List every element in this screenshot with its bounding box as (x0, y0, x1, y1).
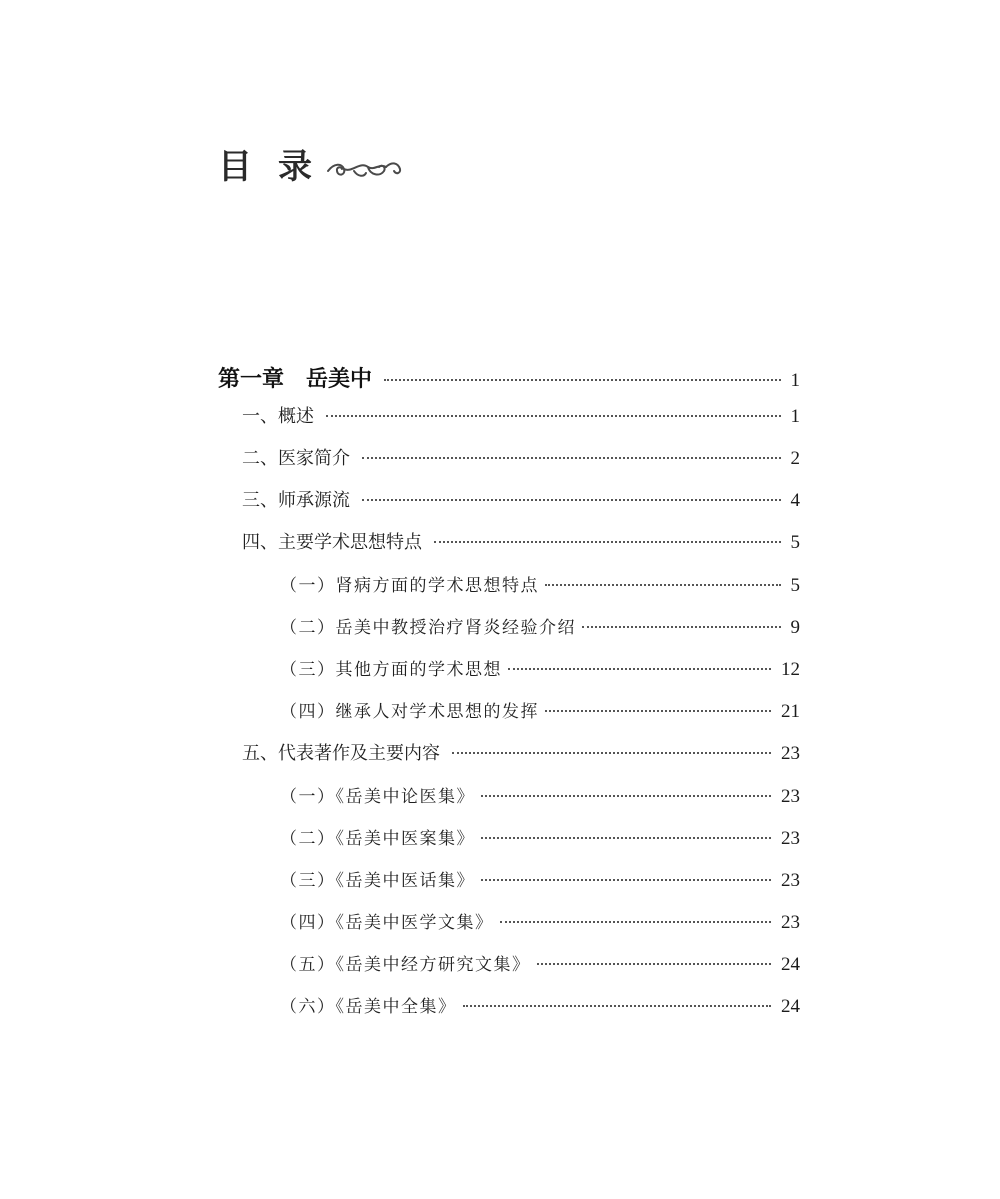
toc-entry-subsection[interactable] (280, 824, 800, 854)
toc-entry-subsection[interactable] (280, 613, 800, 643)
toc-entry-chapter-1[interactable] (218, 362, 800, 392)
toc-entry-label: 一、概述 (242, 406, 314, 427)
dot-leader (481, 879, 771, 881)
toc-entry-subsection[interactable] (280, 571, 800, 601)
toc-entry-subsection[interactable] (280, 697, 800, 727)
toc-entry-section[interactable] (242, 444, 800, 474)
toc-entry-subsection[interactable] (280, 950, 800, 980)
toc-entry-section[interactable] (242, 402, 800, 432)
dot-leader (537, 963, 772, 965)
dot-leader (545, 584, 781, 586)
toc-entry-label: （五）《岳美中经方研究文集》 (280, 955, 531, 975)
toc-entry-label: （六）《岳美中全集》 (280, 997, 457, 1017)
toc-entry-page: 21 (781, 701, 800, 722)
toc-entry-subsection[interactable] (280, 992, 800, 1022)
dot-leader (434, 541, 781, 543)
dot-leader (545, 710, 771, 712)
toc-entry-page: 23 (781, 912, 800, 933)
toc-entry-page: 24 (781, 954, 800, 975)
dot-leader (362, 499, 781, 501)
toc-entry-page: 5 (790, 532, 800, 553)
toc-entry-section[interactable] (242, 739, 800, 769)
dot-leader (463, 1005, 772, 1007)
toc-entry-label: 第一章 岳美中 (218, 367, 373, 392)
toc-entry-label: （四）继承人对学术思想的发挥 (280, 702, 539, 722)
toc-entry-subsection[interactable] (280, 908, 800, 938)
dot-leader (500, 921, 772, 923)
toc-entry-page: 23 (781, 828, 800, 849)
dot-leader (508, 668, 771, 670)
toc-entry-label: （一）肾病方面的学术思想特点 (280, 576, 539, 596)
toc-entry-section[interactable] (242, 528, 800, 558)
toc-entry-page: 23 (781, 743, 800, 764)
toc-entry-page: 24 (781, 996, 800, 1017)
toc-entry-subsection[interactable] (280, 866, 800, 896)
toc-entry-page: 4 (790, 490, 800, 511)
toc-entry-label: （二）岳美中教授治疗肾炎经验介绍 (280, 618, 576, 638)
page-title: 目录 (218, 147, 338, 187)
toc-entry-label: （一）《岳美中论医集》 (280, 787, 475, 807)
toc-entry-page: 1 (790, 370, 800, 391)
dot-leader (362, 457, 781, 459)
dot-leader (452, 752, 771, 754)
toc-entry-section[interactable] (242, 486, 800, 516)
toc-entry-label: 三、师承源流 (242, 490, 350, 511)
toc-entry-label: 二、医家简介 (242, 448, 350, 469)
toc-entry-subsection[interactable] (280, 655, 800, 685)
toc-entry-page: 9 (790, 617, 800, 638)
toc-entry-label: （三）其他方面的学术思想 (280, 660, 502, 680)
dot-leader (326, 415, 781, 417)
dot-leader (481, 837, 771, 839)
toc-entry-page: 5 (790, 575, 800, 596)
toc-entry-label: （二）《岳美中医案集》 (280, 829, 475, 849)
toc-entry-label: 五、代表著作及主要内容 (242, 743, 440, 764)
toc-entry-page: 2 (790, 448, 800, 469)
toc-entry-page: 23 (781, 870, 800, 891)
toc-entry-label: （四）《岳美中医学文集》 (280, 913, 494, 933)
dot-leader (582, 626, 781, 628)
toc-entry-page: 23 (781, 786, 800, 807)
toc-entry-label: 四、主要学术思想特点 (242, 532, 422, 553)
dot-leader (481, 795, 771, 797)
dot-leader (384, 379, 780, 381)
toc-entry-page: 12 (781, 659, 800, 680)
toc-entry-page: 1 (790, 406, 800, 427)
toc-entry-subsection[interactable] (280, 782, 800, 812)
toc-entry-label: （三）《岳美中医话集》 (280, 871, 475, 891)
